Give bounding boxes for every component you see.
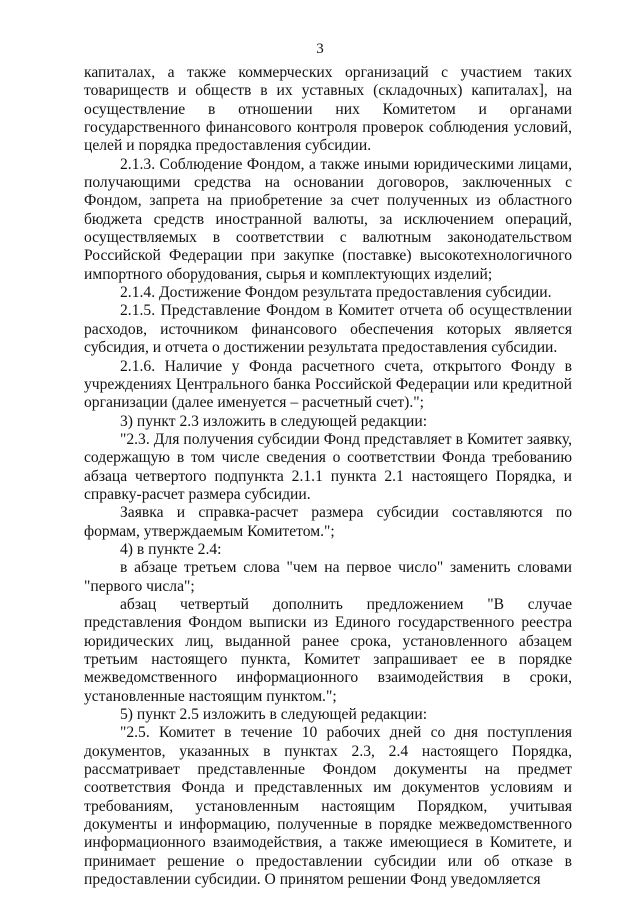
paragraph: в абзаце третьем слова "чем на первое число" заменить словами "первого числа"; bbox=[84, 559, 572, 595]
paragraph: "2.3. Для получения субсидии Фонд представляет в Комитет заявку, содержащую в том числе сведения о соответствии Фонда требованию абзаца четвертого подпункта 2.1.1 пункта 2.1 настоящего Порядка, и справку-расчет размера субсидии. bbox=[84, 430, 572, 503]
paragraph: 2.1.3. Соблюдение Фондом, а также иными юридическими лицами, получающими средства на основании договоров, заключенных с Фондом, запрета на приобретение за счет полученных из областного бюджета средств иностранной валюты, за исключением операций, осуществляемых в соответствии с валютным законодательством Российской Федерации при закупке (поставке) высокотехнологичного импортного оборудования, сырья и комплектующих изделий; bbox=[84, 155, 572, 283]
document-body bbox=[84, 64, 572, 889]
paragraph: капиталах, а также коммерческих организаций с участием таких товариществ и обществ в их уставных (складочных) капиталах], на осуществление в отношении них Комитетом и органами государственного финансового контроля проверок соблюдения условий, целей и порядка предоставления субсидии. bbox=[84, 64, 572, 155]
paragraph: "2.5. Комитет в течение 10 рабочих дней со дня поступления документов, указанных в пунктах 2.3, 2.4 настоящего Порядка, рассматривает представленные Фондом документы на предмет соответствия Фонда и представленных им документов условиям и требованиям, установленным настоящим Порядком, учитывая документы и информацию, полученные в порядке межведомственного информационного взаимодействия, а также имеющиеся в Комитете, и принимает решение о предоставлении субсидии или об отказе в предоставлении субсидии. О принятом решении Фонд уведомляется bbox=[84, 724, 572, 889]
paragraph: 2.1.4. Достижение Фондом результата предоставления субсидии. bbox=[120, 284, 552, 302]
paragraph: Заявка и справка-расчет размера субсидии составляются по формам, утверждаемым Комитетом."; bbox=[84, 504, 572, 540]
paragraph: 3) пункт 2.3 изложить в следующей редакции: bbox=[120, 412, 428, 430]
page-number: 3 bbox=[316, 41, 324, 57]
paragraph: 5) пункт 2.5 изложить в следующей редакции: bbox=[120, 706, 428, 724]
paragraph: 2.1.6. Наличие у Фонда расчетного счета, открытого Фонду в учреждениях Центрального банка Российской Федерации или кредитной организации (далее именуется – расчетный счет)."; bbox=[84, 357, 572, 412]
paragraph: 4) в пункте 2.4: bbox=[120, 540, 222, 558]
paragraph: 2.1.5. Представление Фондом в Комитет отчета об осуществлении расходов, источником финансового обеспечения которых является субсидия, и отчета о достижении результата предоставления субсидии. bbox=[84, 302, 572, 357]
paragraph: абзац четвертый дополнить предложением "В случае представления Фондом выписки из Единого государственного реестра юридических лиц, выданной ранее срока, установленного абзацем третьим настоящего пункта, Комитет запрашивает ее в порядке межведомственного информационного взаимодействия в сроки, установленные настоящим пунктом."; bbox=[84, 595, 572, 705]
